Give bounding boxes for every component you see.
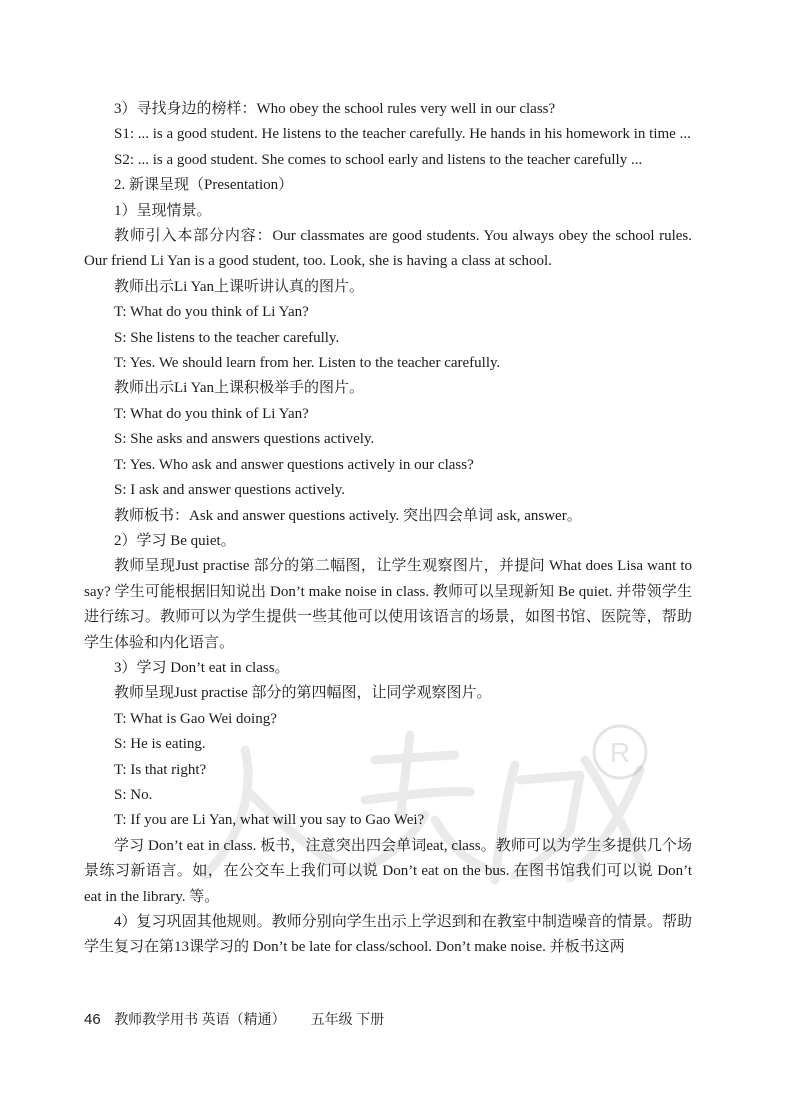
- paragraph: 教师呈现Just practise 部分的第二幅图，让学生观察图片，并提问 What does Lisa want to say? 学生可能根据旧知说出 Don’t make noise in class. 教师可以呈现新知 Be quiet. 并带领学生进行练习。教师可以为学生提供一些其他可以使用该语言的场景，如图书馆、医院等，帮助学生体验和内化语言。: [84, 558, 692, 651]
- dialogue-line: T: Yes. We should learn from her. Listen to the teacher carefully.: [114, 355, 501, 372]
- dialogue-line: T: Yes. Who ask and answer questions actively in our class?: [114, 456, 474, 473]
- svg-text:R: R: [609, 737, 631, 768]
- dialogue-line: S: No.: [114, 786, 153, 803]
- book-title: 教师教学用书 英语（精通）: [114, 1013, 286, 1028]
- grade-label: 五年级 下册: [310, 1013, 385, 1028]
- dialogue-line: S: She listens to the teacher carefully.: [114, 329, 340, 346]
- subsection-heading: 2）学习 Be quiet。: [114, 532, 236, 549]
- paragraph: 教师出示Li Yan上课听讲认真的图片。: [114, 278, 365, 295]
- subsection-heading: 1）呈现情景。: [114, 202, 212, 219]
- dialogue-line: T: What is Gao Wei doing?: [114, 710, 277, 727]
- dialogue-line: T: If you are Li Yan, what will you say to Gao Wei?: [114, 812, 425, 829]
- paragraph: S2: ... is a good student. She comes to school early and listens to the teacher carefully ...: [114, 151, 643, 168]
- paragraph: 学习 Don’t eat in class. 板书，注意突出四会单词eat, class。教师可以为学生多提供几个场景练习新语言。如，在公交车上我们可以说 Don’t eat on the bus. 在图书馆我们可以说 Don’t eat in the library. 等。: [84, 837, 692, 905]
- page-footer: [84, 1010, 684, 1031]
- page-number: 46: [84, 1011, 101, 1028]
- paragraph: S1: ... is a good student. He listens to the teacher carefully. He hands in his homework in time ...: [114, 126, 691, 143]
- dialogue-line: T: Is that right?: [114, 761, 207, 778]
- paragraph: 3）寻找身边的榜样：Who obey the school rules very well in our class?: [114, 101, 556, 117]
- paragraph: 教师呈现Just practise 部分的第四幅图，让同学观察图片。: [114, 685, 492, 702]
- paragraph: 教师出示Li Yan上课积极举手的图片。: [114, 380, 365, 397]
- section-heading: 2. 新课呈现（Presentation）: [114, 177, 294, 194]
- subsection-heading: 3）学习 Don’t eat in class。: [114, 659, 290, 676]
- dialogue-line: S: He is eating.: [114, 736, 206, 753]
- body-text: [84, 97, 692, 961]
- dialogue-line: T: What do you think of Li Yan?: [114, 304, 309, 321]
- paragraph: 4）复习巩固其他规则。教师分别向学生出示上学迟到和在教室中制造噪音的情景。帮助学生复习在第13课学习的 Don’t be late for class/school. Don’t make noise. 并板书这两: [84, 914, 692, 956]
- paragraph: 教师板书：Ask and answer questions actively. 突出四会单词 ask, answer。: [114, 507, 582, 524]
- dialogue-line: S: I ask and answer questions actively.: [114, 482, 346, 499]
- dialogue-line: S: She asks and answers questions actively.: [114, 431, 375, 448]
- paragraph: 教师引入本部分内容：Our classmates are good students. You always obey the school rules. Our friend Li Yan is a good student, too. Look, she is having a class at school.: [84, 228, 692, 270]
- dialogue-line: T: What do you think of Li Yan?: [114, 405, 309, 422]
